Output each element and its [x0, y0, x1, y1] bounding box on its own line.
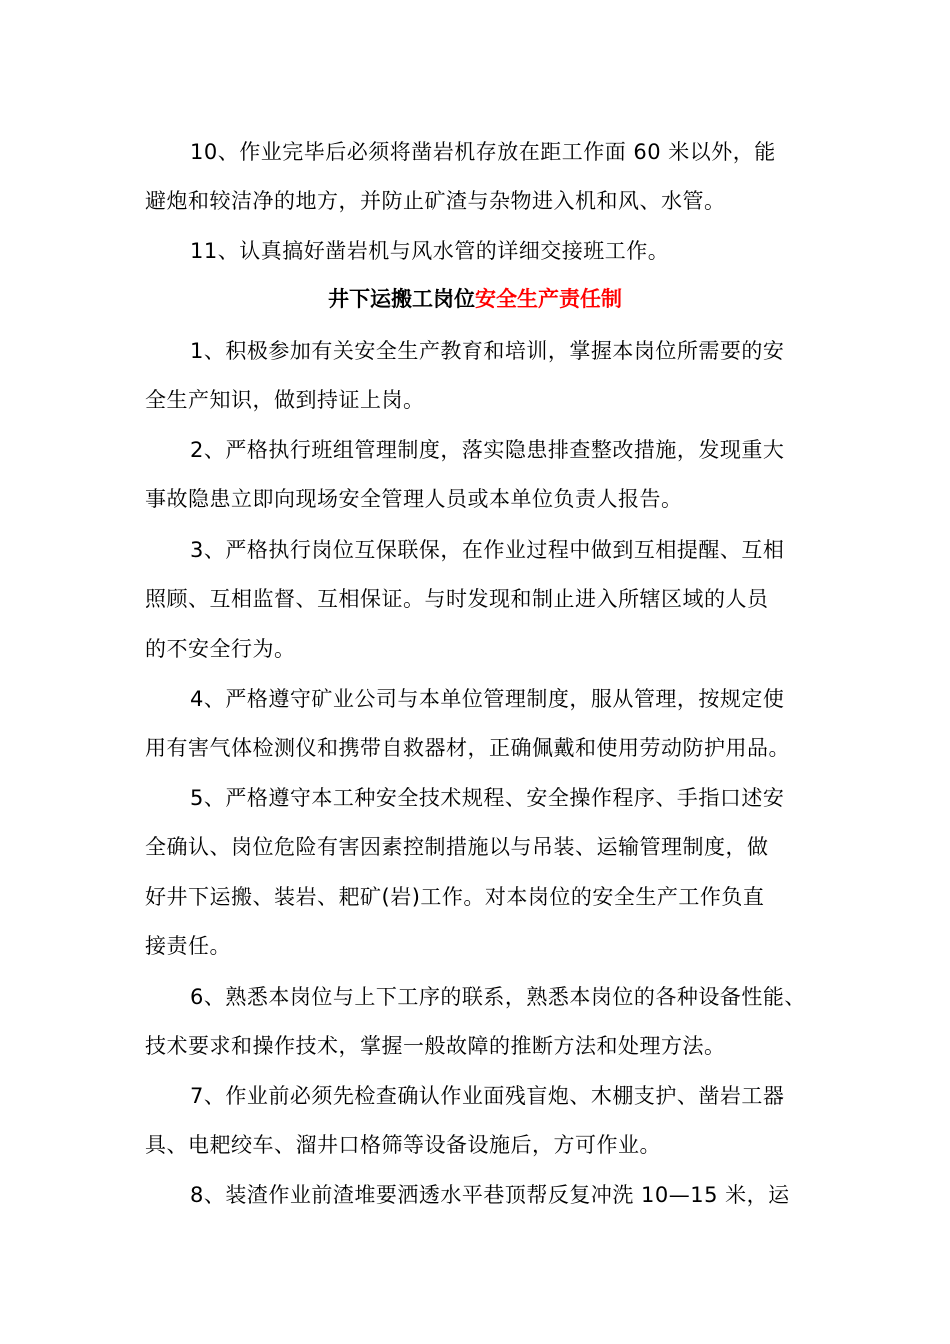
item-6-line-1: 6、熟悉本岗位与上下工序的联系，熟悉本岗位的各种设备性能、 [190, 985, 806, 1009]
item-7-line-1: 7、作业前必须先检查确认作业面残盲炮、木棚支护、凿岩工器 [190, 1084, 785, 1108]
item-5-line-2: 全确认、岗位危险有害因素控制措施以与吊装、运输管理制度，做 [145, 835, 769, 859]
item-5-line-1: 5、严格遵守本工种安全技术规程、安全操作程序、手指口述安 [190, 786, 785, 810]
item-5-line-3: 好井下运搬、装岩、耙矿(岩)工作。对本岗位的安全生产工作负直 [145, 885, 765, 909]
item-2-line-2: 事故隐患立即向现场安全管理人员或本单位负责人报告。 [145, 487, 683, 511]
paragraph-11-line-1: 11、认真搞好凿岩机与风水管的详细交接班工作。 [190, 239, 670, 263]
paragraph-10-line-1: 10、作业完毕后必须将凿岩机存放在距工作面 60 米以外，能 [190, 140, 776, 164]
item-3-line-3: 的不安全行为。 [145, 637, 296, 661]
section-title [0, 284, 950, 314]
item-4-line-1: 4、严格遵守矿业公司与本单位管理制度，服从管理，按规定使 [190, 687, 785, 711]
item-3-line-2: 照顾、互相监督、互相保证。与时发现和制止进入所辖区域的人员 [145, 587, 769, 611]
item-1-line-1: 1、积极参加有关安全生产教育和培训，掌握本岗位所需要的安 [190, 339, 785, 363]
item-1-line-2: 全生产知识，做到持证上岗。 [145, 388, 425, 412]
section-title-part1: 井下运搬工岗位 [328, 287, 475, 311]
item-2-line-1: 2、严格执行班组管理制度，落实隐患排查整改措施，发现重大 [190, 438, 785, 462]
item-8-line-1: 8、装渣作业前渣堆要洒透水平巷顶帮反复冲洗 10—15 米，运 [190, 1183, 790, 1207]
paragraph-10-line-2: 避炮和较洁净的地方，并防止矿渣与杂物进入机和风、水管。 [145, 189, 726, 213]
item-3-line-1: 3、严格执行岗位互保联保，在作业过程中做到互相提醒、互相 [190, 538, 785, 562]
item-7-line-2: 具、电耙绞车、溜井口格筛等设备设施后，方可作业。 [145, 1133, 661, 1157]
item-6-line-2: 技术要求和操作技术，掌握一般故障的推断方法和处理方法。 [145, 1034, 726, 1058]
section-title-part2: 安全生产责任制 [475, 287, 622, 311]
item-5-line-4: 接责任。 [145, 934, 231, 958]
item-4-line-2: 用有害气体检测仪和携带自救器材，正确佩戴和使用劳动防护用品。 [145, 736, 790, 760]
